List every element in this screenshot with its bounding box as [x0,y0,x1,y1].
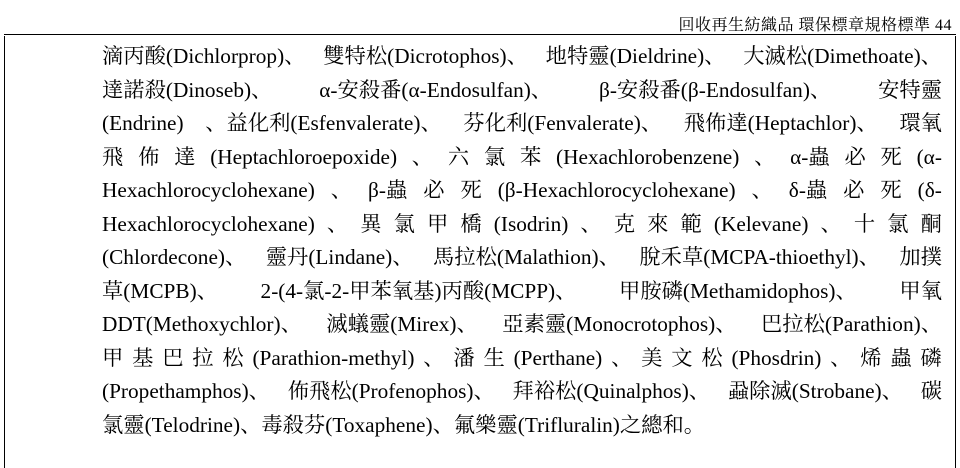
text-segment: 文 [671,345,693,370]
text-segment: 地特靈(Dieldrine)、 [545,44,726,68]
text-segment: 氯 [887,211,909,236]
text-segment: 十 [853,211,876,236]
text-segment: DDT(Methoxychlor)、 [102,312,302,336]
text-segment: 安特靈 [878,77,942,102]
text-line [102,308,942,342]
text-segment: 拉 [192,345,214,370]
text-segment: 氯靈(Telodrine)、毒殺芬(Toxaphene)、氟樂靈(Trifluralin)之總和。 [102,412,706,437]
text-segment: 環氧 [899,111,942,135]
text-line [102,141,942,175]
page-header: 回收再生紡織品 環保標章規格標準 44 [678,17,952,34]
text-line [102,342,942,376]
text-segment: (β-Hexachlorocyclohexane) [497,178,736,202]
text-segment: 來 [647,211,669,236]
text-segment: 範 [680,211,702,236]
text-segment: β-安殺番(β-Endosulfan)、 [598,77,832,102]
text-segment: 滅蟻靈(Mirex)、 [326,312,478,336]
text-segment: 橋 [460,211,482,236]
text-segment: 甲 [102,345,124,370]
text-segment: 、 [411,144,434,169]
header-rule [4,34,956,35]
text-segment: 、 [580,211,602,236]
text-segment: 、 [330,178,353,202]
text-segment: 脫禾草(MCPA-thioethyl)、 [639,245,880,269]
text-segment: β-蟲 [368,178,408,202]
text-segment: 松 [222,345,244,370]
text-segment: 六 [447,144,470,169]
text-segment: 必 [423,178,445,202]
text-segment: 死 [880,144,902,169]
text-segment: (Hexachlorobenzene) [556,144,740,169]
text-segment: 、 [754,144,776,169]
text-segment: 滴丙酸(Dichlorprop)、 [102,44,306,68]
text-segment: 大滅松(Dimethoate)、 [743,44,942,68]
text-segment: 烯 [860,345,882,370]
text-segment: 氯 [393,211,415,236]
text-segment: 死 [460,178,482,202]
text-segment: (Phosdrin) [731,345,822,370]
text-segment: 馬拉松(Malathion)、 [433,245,620,269]
text-segment: 巴 [162,345,184,370]
text-segment: (Heptachloroepoxide) [210,144,398,169]
text-segment: 草(MCPB)、 [102,278,218,303]
text-segment: 酮 [920,211,942,236]
text-segment: α-蟲 [790,144,830,169]
text-segment: 甲氧 [899,278,942,303]
text-segment: 芬化利(Fenvalerate)、 [463,111,663,135]
text-line [102,275,942,309]
text-segment: 靈丹(Lindane)、 [265,245,414,269]
text-segment: 甲胺磷(Methamidophos)、 [619,278,857,303]
text-segment: 基 [132,345,154,370]
text-segment: 潘 [453,345,475,370]
text-segment: (Propethamphos)、 [102,379,270,403]
text-segment: 美 [641,345,663,370]
text-segment: 巴拉松(Parathion)、 [761,312,942,336]
text-line [102,107,942,141]
text-segment: 飛佈達(Heptachlor)、 [683,111,878,135]
text-line [102,241,942,275]
text-segment: (Endrine) [102,111,184,135]
text-segment: Hexachlorocyclohexane) [102,211,315,236]
text-segment: (δ- [917,178,942,202]
text-segment: 、益化利(Esfenvalerate)、 [205,111,442,135]
text-line [102,208,942,242]
text-segment: 必 [844,144,866,169]
text-segment: 、 [751,178,773,202]
text-segment: (Chlordecone)、 [102,245,247,269]
text-segment: 氯 [483,144,506,169]
text-segment: 、 [830,345,852,370]
text-segment: (α- [916,144,942,169]
chemical-list-paragraph [102,40,942,442]
text-segment: 2-(4-氯-2-甲苯氧基)丙酸(MCPP)、 [260,278,577,303]
text-line [102,40,942,74]
text-segment: Hexachlorocyclohexane) [102,178,315,202]
text-segment: 達諾殺(Dinoseb)、 [102,77,273,102]
text-segment: 死 [880,178,902,202]
text-segment: (Kelevane) [713,211,809,236]
text-segment: 必 [843,178,865,202]
text-segment: (Parathion-methyl) [252,345,415,370]
text-segment: 拜裕松(Quinalphos)、 [512,379,711,403]
text-segment: 苯 [519,144,542,169]
text-line [102,375,942,409]
text-segment: 雙特松(Dicrotophos)、 [323,44,528,68]
text-line [102,74,942,108]
text-segment: 亞素靈(Monocrotophos)、 [502,312,737,336]
text-segment: 異 [360,211,382,236]
text-segment: 佈飛松(Profenophos)、 [287,379,495,403]
text-segment: 松 [701,345,723,370]
text-segment: 蝨除滅(Strobane)、 [727,379,903,403]
text-segment: 加撲 [899,245,942,269]
text-line [102,174,942,208]
text-segment: 蟲 [890,345,912,370]
text-segment: 、 [423,345,445,370]
text-segment: (Isodrin) [493,211,569,236]
text-segment: 碳 [920,379,942,403]
text-segment: 達 [174,144,196,169]
text-segment: 生 [483,345,505,370]
text-segment: 、 [326,211,349,236]
text-segment: 、 [611,345,633,370]
text-segment: 、 [820,211,842,236]
text-segment: 佈 [138,144,160,169]
text-segment: 飛 [102,144,124,169]
text-segment: 甲 [427,211,449,236]
text-segment: 克 [613,211,636,236]
text-segment: α-安殺番(α-Endosulfan)、 [319,77,553,102]
text-segment: 磷 [920,345,942,370]
text-segment: (Perthane) [513,345,603,370]
text-line [102,409,942,443]
text-segment: δ-蟲 [788,178,828,202]
